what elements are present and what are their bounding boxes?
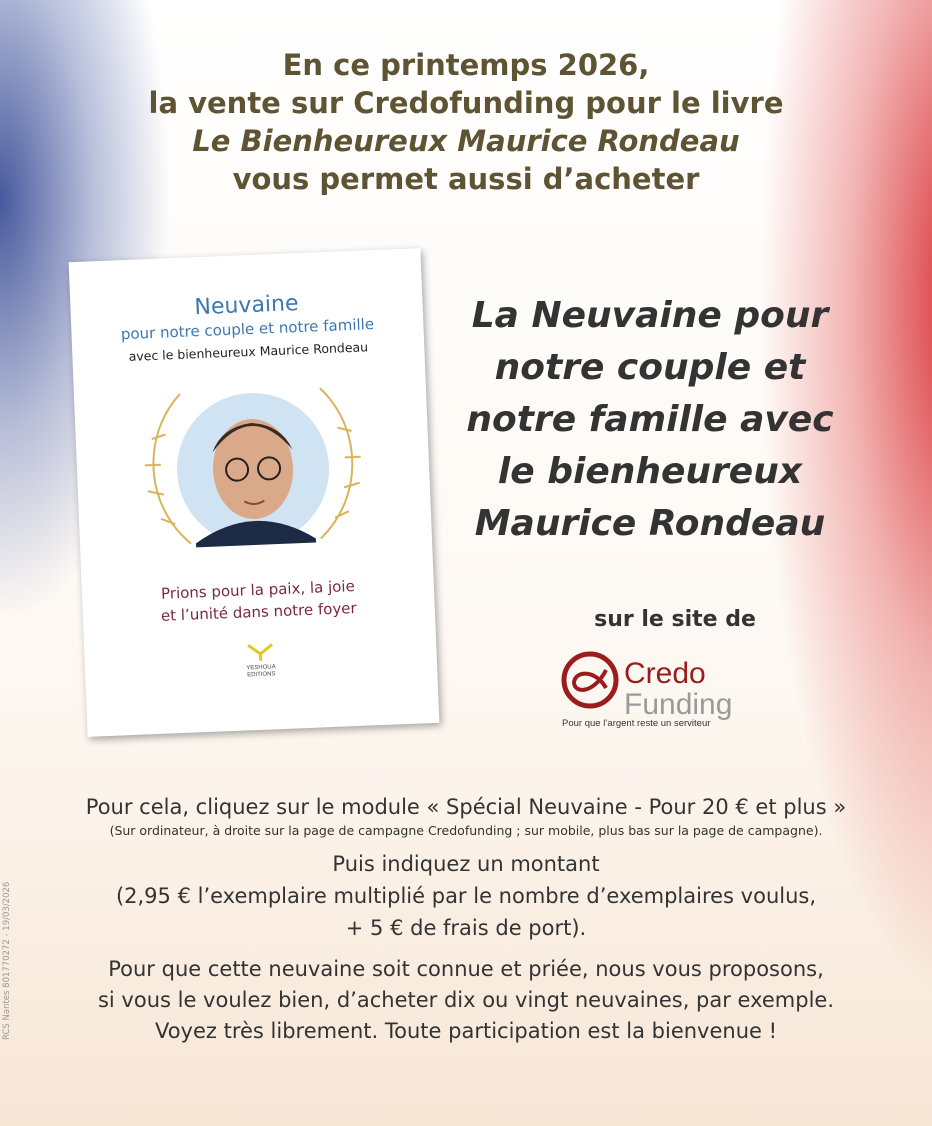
credofunding-logo[interactable] [560,650,760,730]
header-line: En ce printemps 2026, [282,48,650,82]
publisher-name: YESHOUA EDITIONS [246,664,276,679]
instruction-line: (2,95 € l’exemplaire multiplié par le nombre d’exemplaires voulus, [115,884,817,908]
credo-tagline: Pour que l’argent reste un serviteur [562,718,711,729]
price-block [0,848,932,944]
title-line: Maurice Rondeau [474,503,826,544]
publisher-y-icon [240,642,281,662]
cover-prayer [82,572,435,630]
prayer-line: Prions pour la paix, la joie [160,577,356,603]
proposal-block [0,954,932,1047]
funding-word: Funding [624,688,733,721]
cover-subtitle: pour notre couple et notre famille [120,315,375,344]
title-line: La Neuvaine pour [471,295,829,336]
header [0,46,932,198]
title-line: le bienheureux [497,451,803,492]
header-line: vous permet aussi d’acheter [232,162,700,196]
credo-word: Credo [624,657,706,690]
title-line: notre famille avec [466,399,834,440]
book-title: Le Bienheureux Maurice Rondeau [192,124,740,158]
cover-title: Neuvaine [194,291,299,321]
header-line: la vente sur Credofunding pour le livre [148,86,784,120]
portrait-image [130,376,377,555]
publisher-logo [230,642,291,680]
instruction-line: Voyez très librement. Toute participation est la bienvenue ! [154,1019,778,1043]
instruction-line: Puis indiquez un montant [332,852,600,876]
book-cover [69,248,440,737]
title-line: notre couple et [494,347,806,388]
instruction-line: si vous le voulez bien, d’acheter dix ou vingt neuvaines, par exemple. [97,988,835,1012]
instruction-note: (Sur ordinateur, à droite sur la page de campagne Credofunding ; sur mobile, plus bas sur la page de campagne). [109,823,823,838]
instruction-line: Pour cela, cliquez sur le module « Spécial Neuvaine - Pour 20 € et plus » [85,795,847,819]
prayer-line: et l’unité dans notre foyer [160,598,357,625]
instruction-line: + 5 € de frais de port). [345,916,587,940]
instructions [0,795,932,1047]
site-label: sur le site de [594,607,756,632]
instruction-line: Pour que cette neuvaine soit connue et priée, nous vous proposons, [108,957,824,981]
legal-notice: RCS Nantes 801770272 - 19/03/2026 [2,881,12,1040]
main-title [445,290,855,550]
cover-with: avec le bienheureux Maurice Rondeau [128,339,369,364]
